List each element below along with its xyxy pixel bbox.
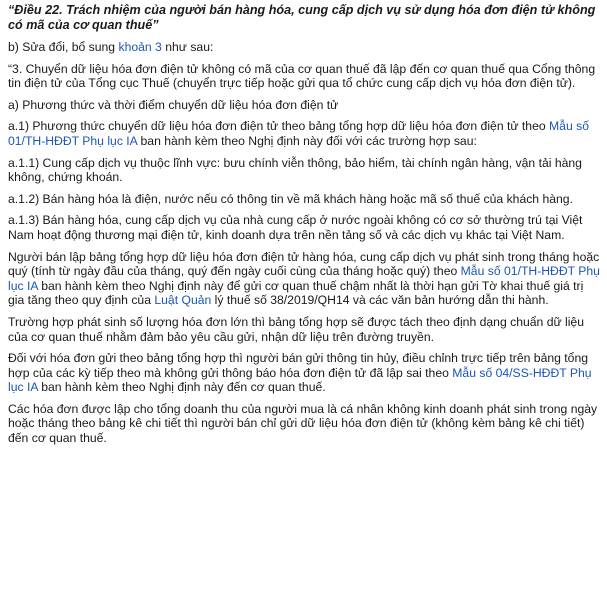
seller-summary-paragraph [8, 250, 601, 308]
point-a11-paragraph: a.1.1) Cung cấp dịch vụ thuộc lĩnh vực: bưu chính viễn thông, bảo hiểm, tài chính ngân hàng, vận tải hàng không, chứng khoán. [8, 155, 582, 185]
point-a1-text-pre: a.1) Phương thức chuyển dữ liệu hóa đơn điện tử theo bảng tổng hợp dữ liệu hóa đơn điện tử theo [8, 119, 550, 134]
amend-text-pre: b) Sửa đổi, bổ sung [8, 40, 119, 54]
amend-text-post: như sau: [161, 40, 214, 54]
point-a13-paragraph: a.1.3) Bán hàng hóa, cung cấp dịch vụ của nhà cung cấp ở nước ngoài không có cơ sở thường trú tại Việt Nam hoạt động thương mại điện tử, kinh doanh dựa trên nền tảng số và các dịch vụ khác tại Việt Nam. [8, 213, 583, 242]
large-volume-paragraph: Trường hợp phát sinh số lượng hóa đơn lớn thì bảng tổng hợp sẽ được tách theo định dạng chuẩn dữ liệu của cơ quan thuế nhằm đảm bảo yêu cầu gửi, nhận dữ liệu trên đường truyền. [8, 314, 584, 344]
form-01-th-link[interactable]: Mẫu số 01/TH-HĐĐT Phụ lục IA [8, 119, 589, 148]
point-a1-paragraph [8, 119, 601, 148]
article-title: “Điều 22. Trách nhiệm của người bán hàng hóa, cung cấp dịch vụ sử dụng hóa đơn điện tử không có mã của cơ quan thuế” [8, 3, 596, 32]
cancel-text-post: ban hành kèm theo Nghị định này đến cơ quan thuế. [37, 380, 326, 395]
tax-law-link[interactable]: Luật Quản [154, 293, 212, 308]
point-a1-text-post: ban hành kèm theo Nghị định này đối với các trường hợp sau: [137, 133, 477, 148]
form-04-ss-link[interactable]: Mẫu số 04/SS-HĐĐT Phụ lục IA [8, 365, 592, 395]
individual-buyers-paragraph: Các hóa đơn được lập cho tổng doanh thu của người mua là cá nhân không kinh doanh phát sinh trong ngày hoặc tháng theo bảng kê chi tiết thì người bán chỉ gửi dữ liệu hóa đơn điện tử (không kèm bảng kê chi tiết) đến cơ quan thuế. [8, 401, 598, 446]
seller-text-3: lý thuế số 38/2019/QH14 và các văn bản hướng dẫn thi hành. [211, 293, 549, 308]
cancel-adjust-paragraph [8, 351, 601, 395]
amend-paragraph [8, 40, 601, 55]
point-a-heading: a) Phương thức và thời điểm chuyển dữ liệu hóa đơn điện tử [8, 97, 339, 112]
point-a12-paragraph: a.1.2) Bán hàng hóa là điện, nước nếu có thông tin về mã khách hàng hoặc mã số thuế của khách hàng. [8, 191, 573, 206]
form-01-th-link-2[interactable]: Mẫu số 01/TH-HĐĐT Phụ lục IA [8, 264, 600, 293]
seller-text-1: Người bán lập bảng tổng hợp dữ liệu hóa đơn điện tử hàng hóa, cung cấp dịch vụ phát sinh trong tháng hoặc quý (tính từ ngày đầu của tháng, quý đến ngày cuối cùng của tháng hoặc quý) theo [8, 249, 600, 279]
clause-3-link[interactable]: khoản 3 [118, 40, 162, 54]
clause-3-paragraph: “3. Chuyển dữ liệu hóa đơn điện tử không có mã của cơ quan thuế đã lập đến cơ quan thuế qua Cổng thông tin điện tử của Tổng cục Thuế (chuyển trực tiếp hoặc gửi qua tổ chức cung cấp dịch vụ hóa đơn điện tử). [8, 61, 596, 91]
cancel-text-pre: Đối với hóa đơn gửi theo bảng tổng hợp thì người bán gửi thông tin hủy, điều chỉnh trực tiếp trên bảng tổng hợp của các kỳ tiếp theo mà không gửi thông báo hóa đơn điện tử đã lập sai theo [8, 351, 589, 380]
seller-text-2: ban hành kèm theo Nghị định này để gửi cơ quan thuế chậm nhất là thời hạn gửi Tờ khai thuế giá trị gia tăng theo quy định của [8, 278, 584, 308]
